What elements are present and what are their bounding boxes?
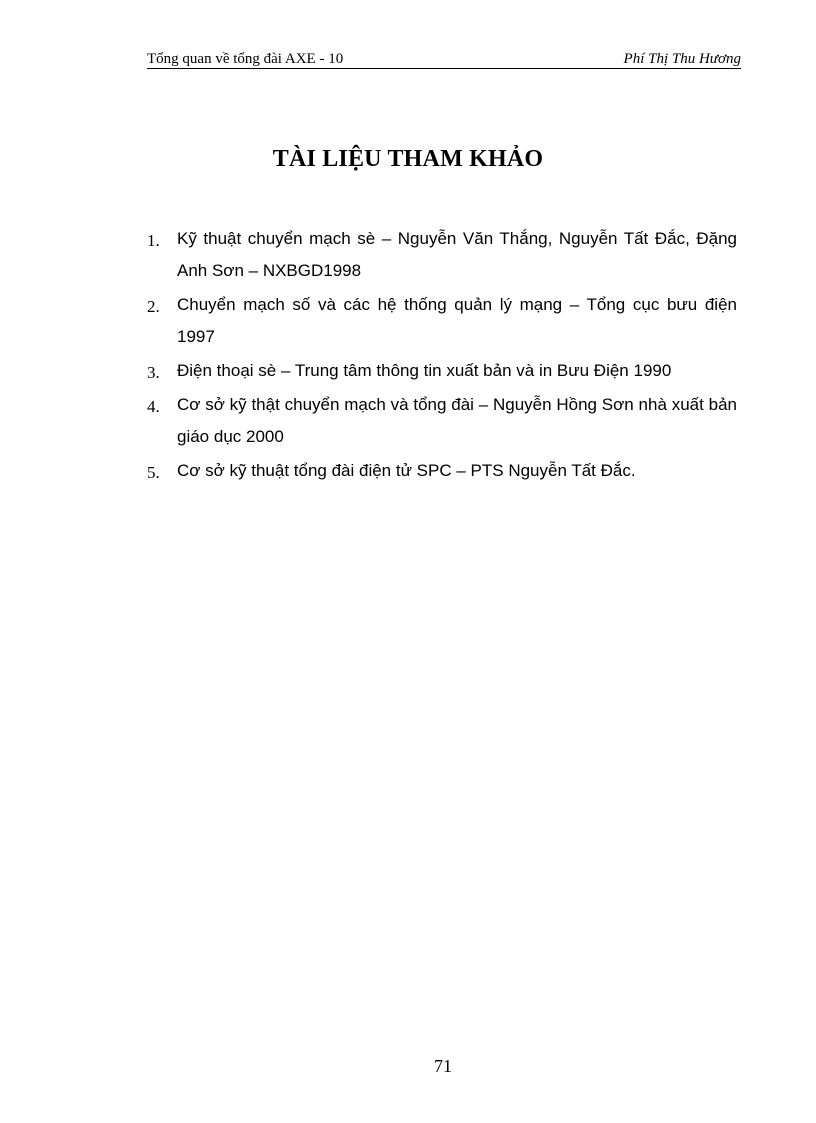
reference-item <box>147 223 737 287</box>
reference-item <box>147 455 737 487</box>
page-title: TÀI LIỆU THAM KHẢO <box>272 146 544 172</box>
page-number: 71 <box>434 1056 452 1076</box>
reference-item <box>147 355 737 387</box>
reference-text: Cơ sở kỹ thật chuyển mạch và tổng đài – Nguyễn Hồng Sơn nhà xuất bản giáo dục 2000 <box>177 395 737 446</box>
reference-list <box>147 223 737 489</box>
reference-number: 5. <box>147 463 160 482</box>
page-header <box>147 50 741 69</box>
reference-text: Điện thoại sè – Trung tâm thông tin xuất bản và in Bưu Điện 1990 <box>177 361 672 380</box>
reference-number: 2. <box>147 297 160 316</box>
reference-text: Kỹ thuật chuyển mạch sè – Nguyễn Văn Thắng, Nguyễn Tất Đắc, Đặng Anh Sơn – NXBGD1998 <box>177 229 737 280</box>
reference-text: Cơ sở kỹ thuật tổng đài điện tử SPC – PTS Nguyễn Tất Đắc. <box>177 461 636 480</box>
reference-number: 1. <box>147 231 160 250</box>
reference-text: Chuyển mạch số và các hệ thống quản lý mạng – Tổng cục bưu điện 1997 <box>177 295 737 346</box>
reference-number: 4. <box>147 397 160 416</box>
reference-item <box>147 389 737 453</box>
reference-number: 3. <box>147 363 160 382</box>
header-author: Phí Thị Thu Hương <box>623 51 741 67</box>
header-document-title: Tổng quan về tổng đài AXE - 10 <box>147 51 344 67</box>
reference-item <box>147 289 737 353</box>
